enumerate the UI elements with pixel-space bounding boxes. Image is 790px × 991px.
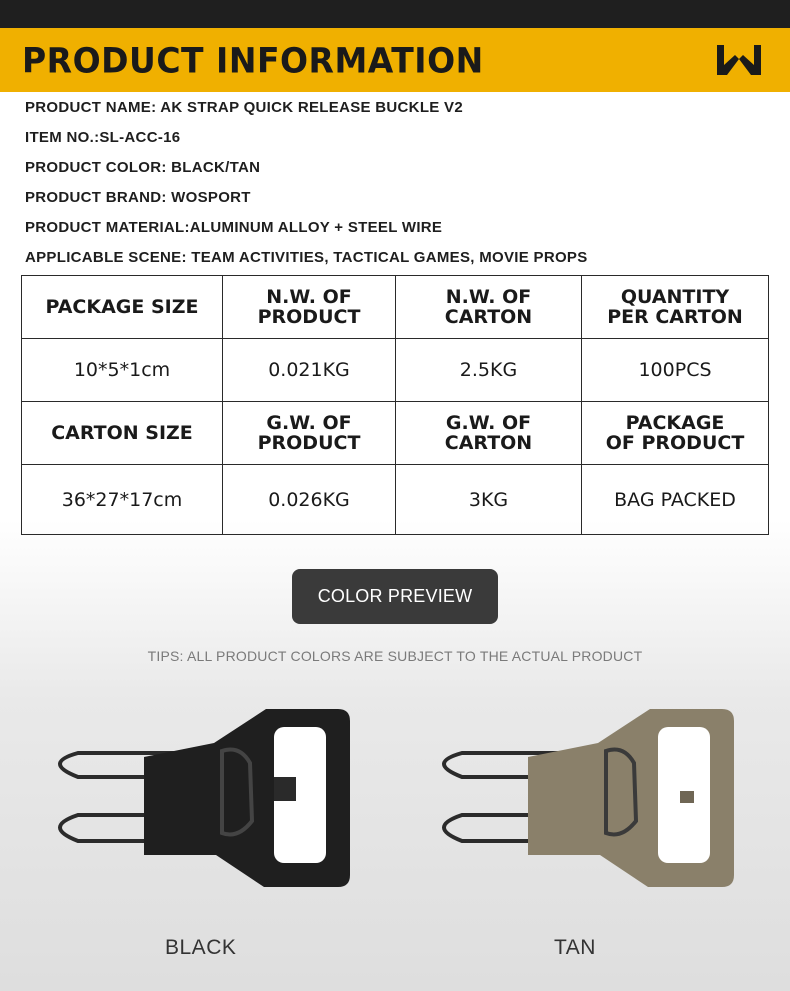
top-bar (0, 0, 790, 28)
package-product-header: PACKAGE OF PRODUCT (582, 402, 769, 465)
table-header-row (22, 402, 769, 465)
package-size-value: 10*5*1cm (22, 339, 223, 402)
info-product-name: PRODUCT NAME: AK STRAP QUICK RELEASE BUCKLE V2 (25, 99, 463, 116)
info-applicable-scene: APPLICABLE SCENE: TEAM ACTIVITIES, TACTICAL GAMES, MOVIE PROPS (25, 249, 588, 266)
page-title: PRODUCT INFORMATION (22, 40, 484, 81)
info-product-brand: PRODUCT BRAND: WOSPORT (25, 189, 251, 206)
nw-product-value: 0.021KG (223, 339, 396, 402)
black-variant-label: BLACK (165, 936, 237, 959)
carton-size-value: 36*27*17cm (22, 465, 223, 535)
color-preview-button[interactable]: COLOR PREVIEW (292, 569, 498, 624)
carton-size-header: CARTON SIZE (22, 402, 223, 465)
tan-buckle-image (422, 705, 742, 890)
tips-text: TIPS: ALL PRODUCT COLORS ARE SUBJECT TO THE ACTUAL PRODUCT (147, 648, 643, 664)
nw-product-header: N.W. OF PRODUCT (223, 276, 396, 339)
gw-product-value: 0.026KG (223, 465, 396, 535)
info-item-no: ITEM NO.:SL-ACC-16 (25, 129, 181, 146)
info-product-material: PRODUCT MATERIAL:ALUMINUM ALLOY + STEEL WIRE (25, 219, 443, 236)
gw-carton-header: G.W. OF CARTON (396, 402, 582, 465)
header-banner (0, 28, 790, 92)
quantity-carton-value: 100PCS (582, 339, 769, 402)
gw-carton-value: 3KG (396, 465, 582, 535)
spec-table (21, 275, 769, 535)
tan-variant-label: TAN (554, 936, 596, 959)
nw-carton-value: 2.5KG (396, 339, 582, 402)
info-product-color: PRODUCT COLOR: BLACK/TAN (25, 159, 261, 176)
black-buckle-image (38, 705, 358, 890)
brand-logo-icon (715, 43, 763, 79)
table-header-row (22, 276, 769, 339)
package-size-header: PACKAGE SIZE (22, 276, 223, 339)
table-row (22, 465, 769, 535)
nw-carton-header: N.W. OF CARTON (396, 276, 582, 339)
package-product-value: BAG PACKED (582, 465, 769, 535)
table-row (22, 339, 769, 402)
gw-product-header: G.W. OF PRODUCT (223, 402, 396, 465)
quantity-carton-header: QUANTITY PER CARTON (582, 276, 769, 339)
